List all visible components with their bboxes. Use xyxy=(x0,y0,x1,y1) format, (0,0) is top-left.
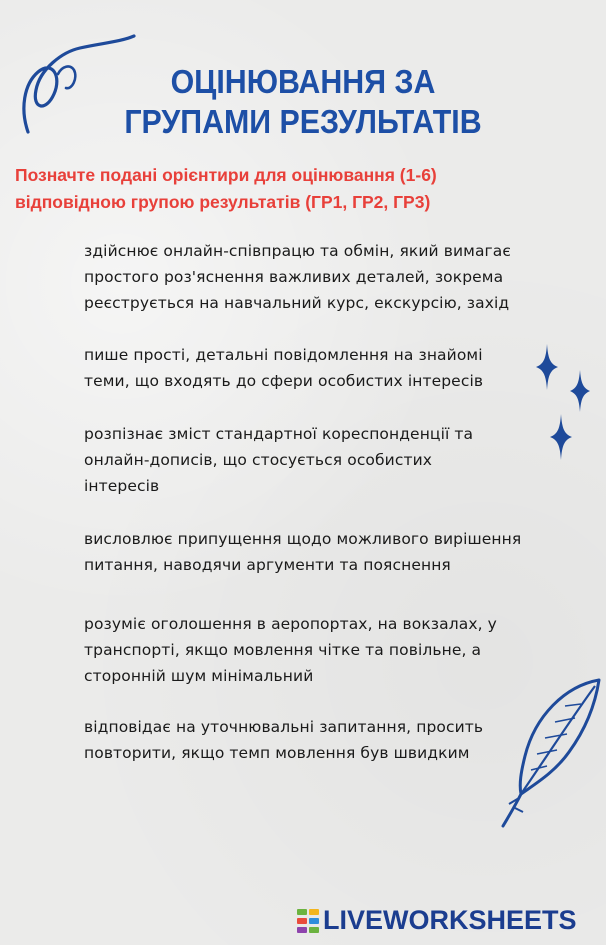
criterion-5-line-3: сторонній шум мінімальний xyxy=(84,667,314,685)
quill-feather-icon xyxy=(495,676,605,831)
sparkle-icon xyxy=(536,344,558,390)
criterion-item-1 xyxy=(84,238,574,316)
liveworksheets-logo xyxy=(297,905,577,936)
title-line-2: ГРУПАМИ РЕЗУЛЬТАТІВ xyxy=(124,103,482,140)
criterion-3-line-1: розпізнає зміст стандартної кореспонденції та xyxy=(84,425,474,443)
sparkle-icon xyxy=(570,370,590,412)
criterion-2-line-2: теми, що входять до сфери особистих інтересів xyxy=(84,372,484,390)
criterion-1-line-1: здійснює онлайн-співпрацю та обмін, який вимагає xyxy=(84,242,511,260)
sparkle-icon xyxy=(550,414,572,460)
criterion-6-line-1: відповідає на уточнювальні запитання, просить xyxy=(84,718,484,736)
criterion-4-line-1: висловлює припущення щодо можливого вирішення xyxy=(84,530,522,548)
criterion-item-2 xyxy=(84,342,574,394)
instruction-line-1: Позначте подані орієнтири для оцінювання (1-6) xyxy=(15,165,437,185)
criterion-item-4 xyxy=(84,526,574,578)
criterion-item-3 xyxy=(84,421,574,499)
criterion-4-line-2: питання, наводячи аргументи та пояснення xyxy=(84,556,451,574)
criterion-6-line-2: повторити, якщо темп мовлення був швидким xyxy=(84,744,470,762)
logo-mark-icon xyxy=(297,907,321,935)
criterion-2-line-1: пише прості, детальні повідомлення на знайомі xyxy=(84,346,483,364)
criterion-3-line-3: інтересів xyxy=(84,477,160,495)
logo-text: LIVEWORKSHEETS xyxy=(323,905,577,935)
criterion-5-line-1: розуміє оголошення в аеропортах, на вокзалах, у xyxy=(84,615,497,633)
criterion-1-line-3: реєструється на навчальний курс, екскурсію, захід xyxy=(84,294,510,312)
criterion-1-line-2: простого роз'яснення важливих деталей, зокрема xyxy=(84,268,504,286)
instruction-text xyxy=(15,162,575,216)
page-title xyxy=(24,62,582,142)
criterion-3-line-2: онлайн-дописів, що стосується особистих xyxy=(84,451,433,469)
title-line-1: ОЦІНЮВАННЯ ЗА xyxy=(170,63,436,100)
criterion-5-line-2: транспорті, якщо мовлення чітке та повільне, а xyxy=(84,641,482,659)
instruction-line-2: відповідною групою результатів (ГР1, ГР2, ГР3) xyxy=(15,192,431,212)
